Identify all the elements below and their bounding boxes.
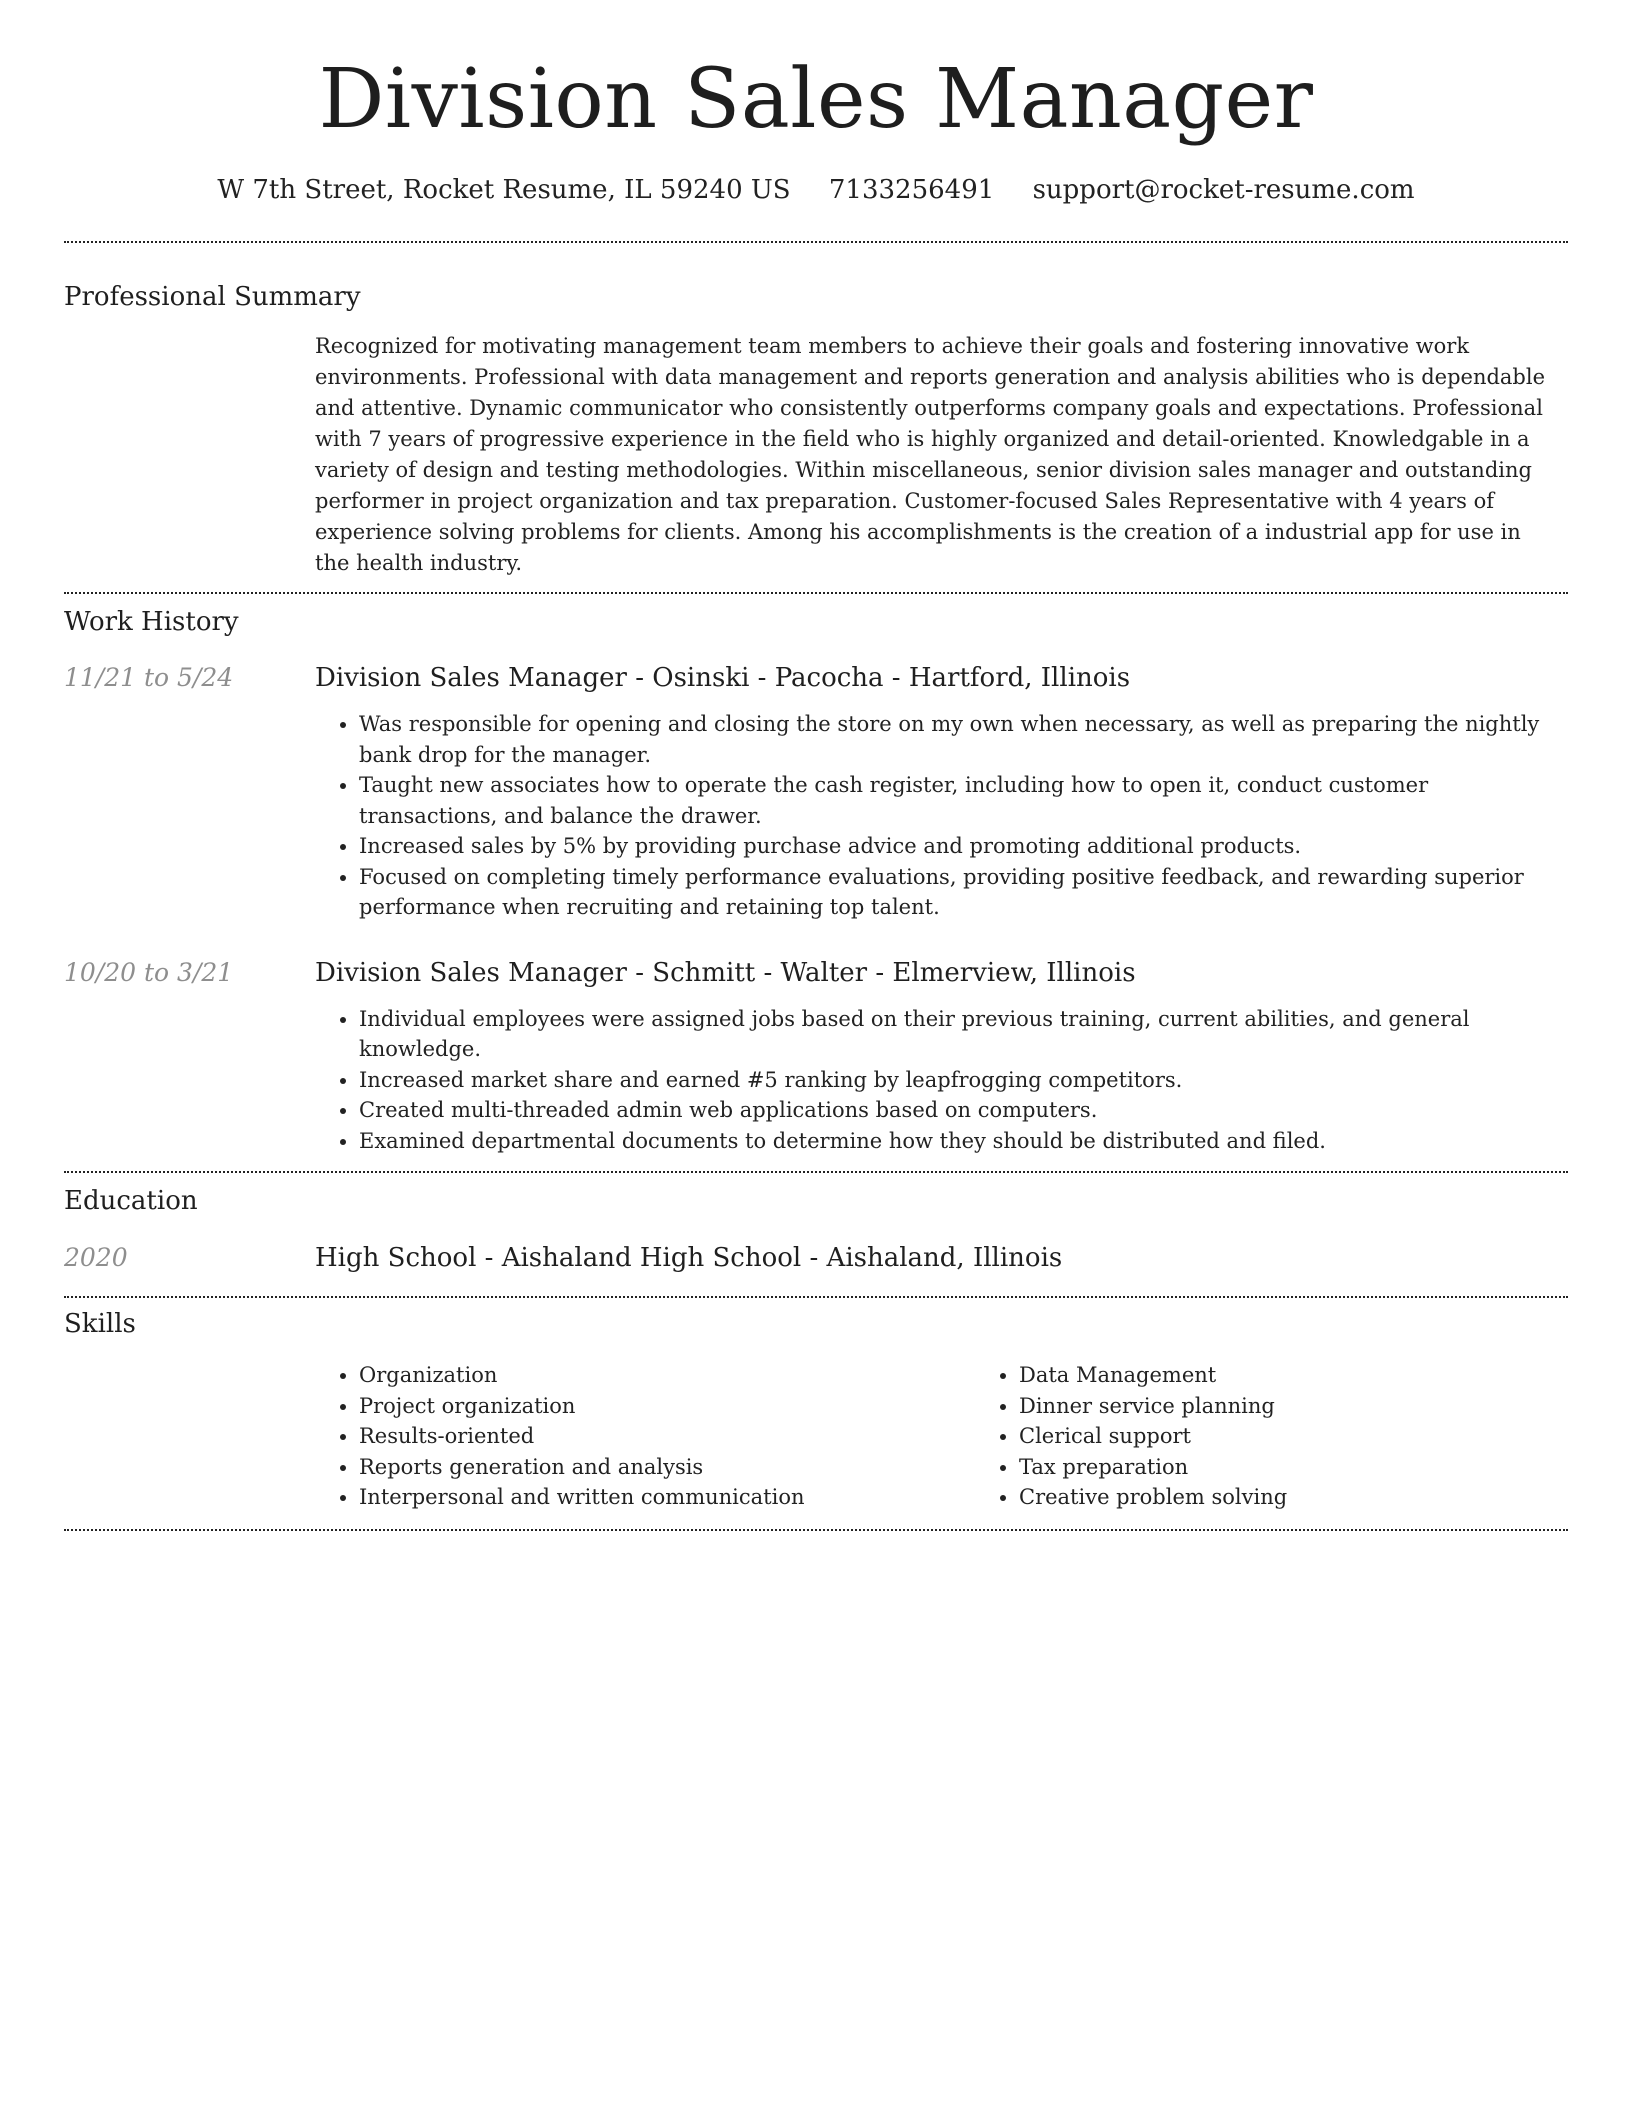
section-divider [64,1296,1568,1298]
skill-item: • Creative problem solving [1019,1482,1632,1513]
list-item: • Focused on completing timely performance evaluations, providing positive feedback, and rewarding superior performance when recruiting and retaining top talent. [359,862,1568,923]
education-heading: Education [64,1186,198,1216]
list-item: • Was responsible for opening and closing the store on my own when necessary, as well as preparing the nightly bank drop for the manager. [359,709,1568,770]
resume-page [64,0,1568,1531]
job-entry [64,662,1568,923]
job-bullets [315,1004,1568,1157]
education-year: 2020 [64,1243,128,1272]
skill-item: • Organization [359,1360,975,1391]
education-entry [64,1242,1568,1274]
candidate-name: Division Sales Manager [318,52,1314,147]
work-history-heading: Work History [64,607,239,637]
summary-text: Recognized for motivating management team members to achieve their goals and fostering innovative work environments. Professional with data management and reports generation and analysis abilities who is dependable and attentive. Dynamic communicator who consistently outperforms company goals and expectations. Professional with 7 years of progressive experience in the field who is highly organized and detail-oriented. Knowledgable in a variety of design and testing methodologies. Within miscellaneous, senior division sales manager and outstanding performer in project organization and tax preparation. Customer-focused Sales Representative with 4 years of experience solving problems for clients. Among his accomplishments is the creation of a industrial app for use in the health industry. [315,334,1546,575]
contact-line [64,174,1568,206]
education-detail: High School - Aishaland High School - Aishaland, Illinois [315,1243,1063,1273]
job-title: Division Sales Manager - Osinski - Pacocha - Hartford, Illinois [315,663,1131,693]
section-divider [64,1529,1568,1531]
skill-item: • Dinner service planning [1019,1391,1632,1422]
job-bullets [315,709,1568,923]
skill-item: • Data Management [1019,1360,1632,1391]
section-divider [64,592,1568,594]
list-item: • Individual employees were assigned jobs based on their previous training, current abilities, and general knowledge. [359,1004,1568,1065]
summary-heading: Professional Summary [64,282,361,312]
job-title: Division Sales Manager - Schmitt - Walter - Elmerview, Illinois [315,957,1136,988]
list-item: • Increased sales by 5% by providing purchase advice and promoting additional products. [359,831,1568,862]
section-divider [64,1171,1568,1173]
skill-item: • Interpersonal and written communication [359,1482,975,1513]
skill-item: • Project organization [359,1391,975,1422]
skills-right-column [975,1360,1632,1513]
job-dates: 11/21 to 5/24 [64,663,234,692]
contact-phone: 7133256491 [828,175,995,205]
job-dates: 10/20 to 3/21 [64,957,234,987]
contact-email: support@rocket-resume.com [1032,175,1415,205]
skills-heading: Skills [64,1309,136,1339]
skill-item: • Results-oriented [359,1421,975,1452]
list-item: • Examined departmental documents to determine how they should be distributed and filed. [359,1126,1568,1157]
list-item: • Increased market share and earned #5 ranking by leapfrogging competitors. [359,1065,1568,1096]
skills-list [315,1360,1632,1513]
skills-left-column [315,1360,975,1513]
skill-item: • Clerical support [1019,1421,1632,1452]
job-entry [64,957,1568,1157]
list-item: • Taught new associates how to operate the cash register, including how to open it, conduct customer transactions, and balance the drawer. [359,770,1568,831]
section-divider [64,241,1568,243]
contact-address: W 7th Street, Rocket Resume, IL 59240 US [217,175,791,205]
skill-item: • Tax preparation [1019,1452,1632,1483]
skill-item: • Reports generation and analysis [359,1452,975,1483]
list-item: • Created multi-threaded admin web applications based on computers. [359,1095,1568,1126]
